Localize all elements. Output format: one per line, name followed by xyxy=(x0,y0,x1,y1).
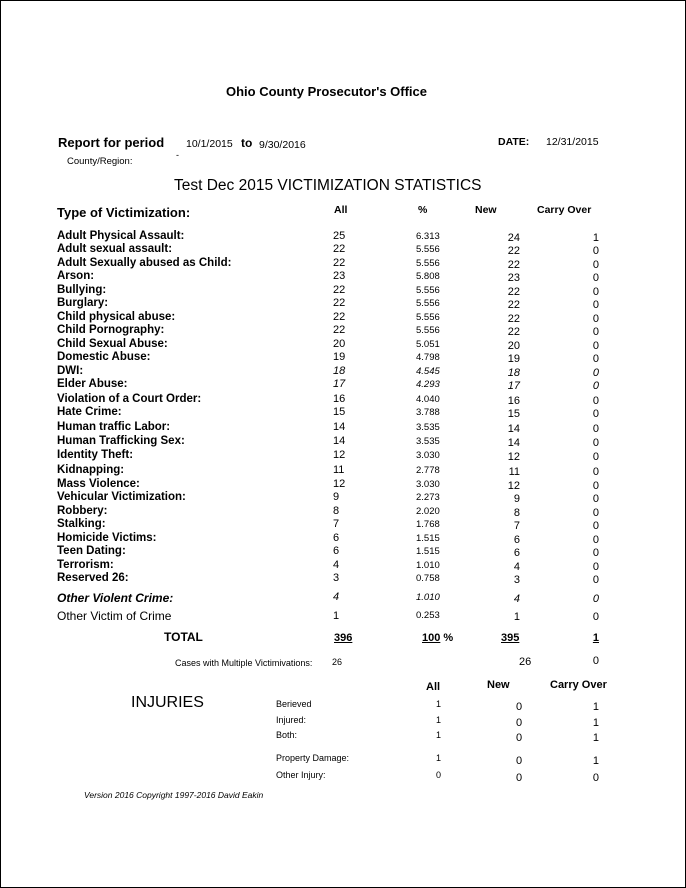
victimization-all-value: 16 xyxy=(333,393,346,405)
total-new: 395 xyxy=(501,632,520,644)
victimization-all-value: 11 xyxy=(333,464,345,476)
victimization-carry-value: 0 xyxy=(592,286,599,298)
victimization-type-label: Human Trafficking Sex: xyxy=(57,435,185,447)
victimization-carry-value: 0 xyxy=(592,451,599,463)
victimization-carry-value: 0 xyxy=(592,353,599,365)
victimization-carry-value: 0 xyxy=(592,326,599,338)
victimization-carry-value: 0 xyxy=(592,507,599,519)
multiple-victimizations-label: Cases with Multiple Victimivations: xyxy=(175,658,313,668)
victimization-carry-value: 0 xyxy=(592,408,599,420)
injuries-title: INJURIES xyxy=(131,694,204,711)
victimization-all-value: 14 xyxy=(333,435,346,447)
victimization-all-value: 25 xyxy=(333,230,346,242)
victimization-carry-value: 0 xyxy=(592,245,599,257)
victimization-new-value: 4 xyxy=(513,561,520,573)
other-victim-carry: 0 xyxy=(592,611,599,623)
victimization-all-value: 9 xyxy=(333,491,340,503)
victimization-type-label: Vehicular Victimization: xyxy=(57,491,186,503)
victimization-type-label: Adult sexual assault: xyxy=(57,243,173,255)
victimization-pct-value: 5.556 xyxy=(416,258,440,269)
victimization-pct-value: 6.313 xyxy=(416,231,440,242)
other-victim-pct: 0.253 xyxy=(416,610,440,621)
victimization-new-value: 6 xyxy=(513,534,520,546)
victimization-new-value: 22 xyxy=(507,259,520,271)
other-violent-carry: 0 xyxy=(592,593,599,605)
multiple-victimizations-carry: 0 xyxy=(592,655,599,667)
victimization-new-value: 22 xyxy=(507,313,520,325)
report-title: Test Dec 2015 VICTIMIZATION STATISTICS xyxy=(174,177,482,194)
victimization-all-value: 22 xyxy=(333,284,346,296)
victimization-new-value: 22 xyxy=(507,326,520,338)
victimization-new-value: 9 xyxy=(513,493,520,505)
victimization-type-label: Child Pornography: xyxy=(57,324,165,336)
victimization-all-value: 22 xyxy=(333,297,346,309)
victimization-new-value: 20 xyxy=(507,340,520,352)
victimization-new-value: 17 xyxy=(507,380,520,392)
victimization-all-value: 14 xyxy=(333,421,346,433)
victimization-carry-value: 0 xyxy=(592,466,599,478)
victimization-all-value: 18 xyxy=(333,365,346,377)
total-carry: 1 xyxy=(592,632,599,644)
victimization-new-value: 14 xyxy=(507,437,520,449)
victimization-all-value: 22 xyxy=(333,324,346,336)
victimization-all-value: 19 xyxy=(333,351,346,363)
victimization-new-value: 14 xyxy=(507,423,520,435)
victimization-carry-value: 0 xyxy=(592,299,599,311)
victimization-pct-value: 4.798 xyxy=(416,352,440,363)
victimization-type-label: Domestic Abuse: xyxy=(57,351,151,363)
victimization-carry-value: 0 xyxy=(592,493,599,505)
period-start: 10/1/2015 xyxy=(186,138,233,150)
injury-new-value: 0 xyxy=(516,732,523,744)
multiple-victimizations-new: 26 xyxy=(519,656,532,668)
victimization-pct-value: 5.051 xyxy=(416,339,440,350)
victimization-new-value: 24 xyxy=(507,232,520,244)
victimization-new-value: 18 xyxy=(507,367,520,379)
victimization-all-value: 6 xyxy=(333,532,340,544)
victimization-carry-value: 0 xyxy=(592,574,599,586)
victimization-new-value: 7 xyxy=(513,520,520,532)
victimization-type-label: Homicide Victims: xyxy=(57,532,157,544)
victimization-all-value: 20 xyxy=(333,338,346,350)
victimization-type-label: DWI: xyxy=(57,365,84,377)
victimization-type-label: Burglary: xyxy=(57,297,109,309)
victimization-all-value: 3 xyxy=(333,572,340,584)
victimization-type-label: Adult Sexually abused as Child: xyxy=(57,257,232,269)
victimization-new-value: 22 xyxy=(507,286,520,298)
victimization-pct-value: 3.535 xyxy=(416,436,440,447)
victimization-type-label: Terrorism: xyxy=(57,559,114,571)
other-victim-new: 1 xyxy=(513,611,520,623)
other-violent-label: Other Violent Crime: xyxy=(57,591,174,605)
total-pct-sign: % xyxy=(443,632,454,644)
victimization-new-value: 11 xyxy=(508,466,520,478)
victimization-type-label: Robbery: xyxy=(57,505,108,517)
victimization-all-value: 15 xyxy=(333,406,346,418)
victimization-pct-value: 0.758 xyxy=(416,573,440,584)
other-violent-new: 4 xyxy=(513,593,520,605)
other-violent-all: 4 xyxy=(333,591,340,603)
victimization-carry-value: 0 xyxy=(592,272,599,284)
injuries-col-carry-over: Carry Over xyxy=(550,679,607,691)
injury-all-value: 1 xyxy=(436,753,442,763)
injury-carry-value: 1 xyxy=(592,755,599,767)
other-victim-label: Other Victim of Crime xyxy=(57,609,172,623)
county-region-value: - xyxy=(176,150,179,160)
victimization-new-value: 15 xyxy=(507,408,520,420)
injury-label: Both: xyxy=(276,730,298,740)
victimization-carry-value: 1 xyxy=(592,232,599,244)
victimization-new-value: 3 xyxy=(513,574,520,586)
injury-new-value: 0 xyxy=(516,701,523,713)
victimization-pct-value: 5.556 xyxy=(416,312,440,323)
total-all: 396 xyxy=(334,632,353,644)
victimization-type-label: Teen Dating: xyxy=(57,545,126,557)
victimization-all-value: 8 xyxy=(333,505,340,517)
victimization-carry-value: 0 xyxy=(592,520,599,532)
victimization-all-value: 22 xyxy=(333,311,346,323)
victimization-new-value: 12 xyxy=(507,480,520,492)
injury-all-value: 1 xyxy=(436,699,442,709)
injury-label: Berieved xyxy=(276,699,312,709)
victimization-new-value: 22 xyxy=(507,299,520,311)
victimization-all-value: 6 xyxy=(333,545,340,557)
victimization-carry-value: 0 xyxy=(592,423,599,435)
victimization-all-value: 12 xyxy=(333,449,346,461)
victimization-carry-value: 0 xyxy=(592,367,599,379)
victimization-type-label: Child Sexual Abuse: xyxy=(57,338,168,350)
victimization-all-value: 23 xyxy=(333,270,346,282)
date-label: DATE: xyxy=(498,136,530,148)
county-region-label: County/Region: xyxy=(67,156,133,167)
victimization-pct-value: 1.515 xyxy=(416,533,440,544)
victimization-all-value: 17 xyxy=(333,378,346,390)
col-all-header: All xyxy=(334,204,348,216)
injury-label: Injured: xyxy=(276,715,307,725)
victimization-type-label: Stalking: xyxy=(57,518,106,530)
total-pct-value: 100 xyxy=(422,632,441,644)
victimization-new-value: 12 xyxy=(507,451,520,463)
victimization-type-label: Elder Abuse: xyxy=(57,378,128,390)
injury-carry-value: 1 xyxy=(592,732,599,744)
injury-carry-value: 1 xyxy=(592,701,599,713)
victimization-pct-value: 5.556 xyxy=(416,325,440,336)
multiple-victimizations-all: 26 xyxy=(332,657,343,667)
victimization-pct-value: 2.273 xyxy=(416,492,440,503)
footer-copyright: Version 2016 Copyright 1997-2016 David Eakin xyxy=(84,790,264,800)
victimization-all-value: 22 xyxy=(333,257,346,269)
victimization-new-value: 16 xyxy=(507,395,520,407)
victimization-type-label: Mass Violence: xyxy=(57,478,140,490)
total-label: TOTAL xyxy=(164,630,203,644)
victimization-pct-value: 4.545 xyxy=(416,366,440,377)
victimization-pct-value: 4.040 xyxy=(416,394,440,405)
office-title: Ohio County Prosecutor's Office xyxy=(226,84,428,99)
victimization-pct-value: 3.788 xyxy=(416,407,440,418)
victimization-type-label: Reserved 26: xyxy=(57,572,129,584)
victimization-pct-value: 2.778 xyxy=(416,465,440,476)
victimization-type-label: Violation of a Court Order: xyxy=(57,393,202,405)
victimization-new-value: 6 xyxy=(513,547,520,559)
victimization-type-label: Arson: xyxy=(57,270,95,282)
victimization-type-label: Hate Crime: xyxy=(57,406,122,418)
injury-carry-value: 1 xyxy=(592,717,599,729)
victimization-all-value: 4 xyxy=(333,559,340,571)
col-new-header: New xyxy=(475,204,497,216)
injury-new-value: 0 xyxy=(516,755,523,767)
victimization-carry-value: 0 xyxy=(592,340,599,352)
injuries-col-all: All xyxy=(426,681,441,693)
period-end: 9/30/2016 xyxy=(259,139,306,151)
victimization-all-value: 22 xyxy=(333,243,346,255)
victimization-type-label: Adult Physical Assault: xyxy=(57,230,185,242)
victimization-pct-value: 3.535 xyxy=(416,422,440,433)
victimization-pct-value: 1.768 xyxy=(416,519,440,530)
report-period-label: Report for period xyxy=(58,135,165,150)
victimization-all-value: 7 xyxy=(333,518,340,530)
victimization-carry-value: 0 xyxy=(592,547,599,559)
other-violent-pct: 1.010 xyxy=(416,592,440,603)
injuries-col-new: New xyxy=(487,679,510,691)
victimization-type-label: Bullying: xyxy=(57,284,107,296)
victimization-pct-value: 5.808 xyxy=(416,271,440,282)
injury-all-value: 1 xyxy=(436,715,442,725)
victimization-pct-value: 5.556 xyxy=(416,298,440,309)
victimization-carry-value: 0 xyxy=(592,480,599,492)
victimization-pct-value: 3.030 xyxy=(416,450,440,461)
col-percent-header: % xyxy=(418,204,428,216)
injury-all-value: 1 xyxy=(436,730,442,740)
type-of-victimization-header: Type of Victimization: xyxy=(57,205,191,220)
victimization-carry-value: 0 xyxy=(592,259,599,271)
victimization-carry-value: 0 xyxy=(592,313,599,325)
victimization-type-label: Child physical abuse: xyxy=(57,311,176,323)
victimization-carry-value: 0 xyxy=(592,534,599,546)
victimization-pct-value: 3.030 xyxy=(416,479,440,490)
victimization-type-label: Human traffic Labor: xyxy=(57,421,171,433)
victimization-new-value: 23 xyxy=(507,272,520,284)
victimization-carry-value: 0 xyxy=(592,437,599,449)
victimization-pct-value: 5.556 xyxy=(416,244,440,255)
victimization-new-value: 19 xyxy=(507,353,520,365)
victimization-carry-value: 0 xyxy=(592,561,599,573)
other-victim-all: 1 xyxy=(333,610,340,622)
victimization-pct-value: 5.556 xyxy=(416,285,440,296)
injury-label: Other Injury: xyxy=(276,770,326,780)
victimization-type-label: Kidnapping: xyxy=(57,464,125,476)
victimization-all-value: 12 xyxy=(333,478,346,490)
injury-new-value: 0 xyxy=(516,772,523,784)
victimization-type-label: Identity Theft: xyxy=(57,449,134,461)
injury-carry-value: 0 xyxy=(592,772,599,784)
victimization-pct-value: 1.515 xyxy=(416,546,440,557)
total-pct xyxy=(422,632,453,644)
col-carry-over-header: Carry Over xyxy=(537,204,592,216)
injury-new-value: 0 xyxy=(516,717,523,729)
to-label: to xyxy=(241,136,253,150)
victimization-new-value: 22 xyxy=(507,245,520,257)
victimization-pct-value: 2.020 xyxy=(416,506,440,517)
victimization-carry-value: 0 xyxy=(592,395,599,407)
injury-label: Property Damage: xyxy=(276,753,350,763)
date-value: 12/31/2015 xyxy=(546,136,599,148)
victimization-pct-value: 4.293 xyxy=(416,379,440,390)
injury-all-value: 0 xyxy=(436,770,442,780)
victimization-carry-value: 0 xyxy=(592,380,599,392)
victimization-new-value: 8 xyxy=(513,507,520,519)
victimization-pct-value: 1.010 xyxy=(416,560,440,571)
